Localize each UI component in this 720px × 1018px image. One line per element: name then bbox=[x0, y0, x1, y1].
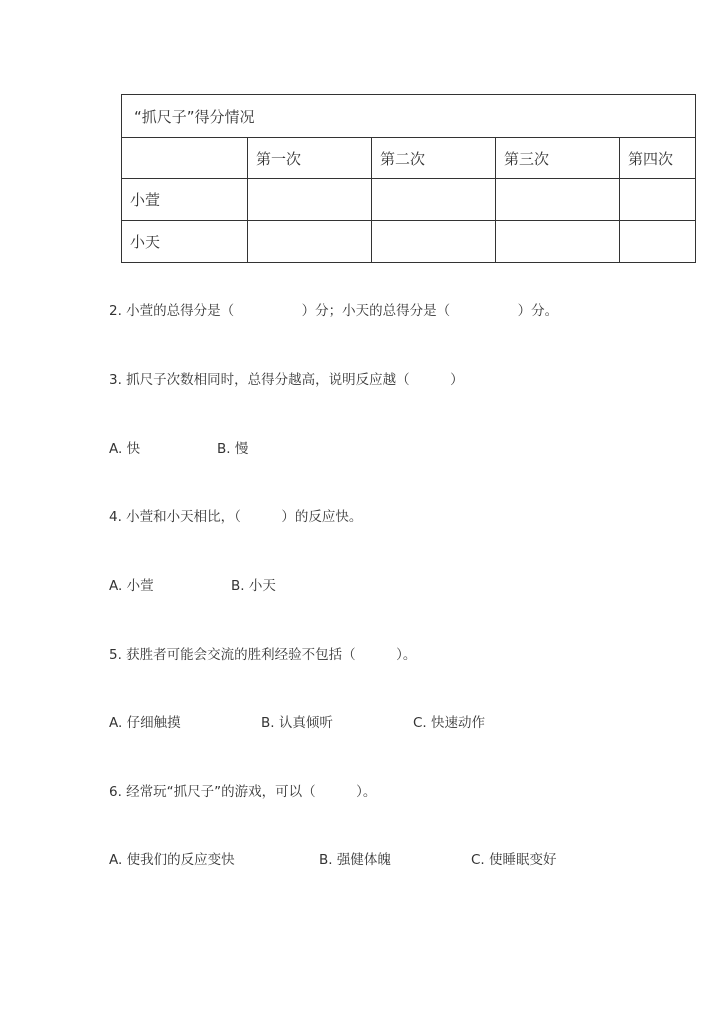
question-5: 5. 获胜者可能会交流的胜利经验不包括（ ）。 bbox=[109, 647, 417, 663]
question-5-option-c: C. 快速动作 bbox=[413, 715, 486, 731]
table-header-row bbox=[122, 138, 696, 179]
header-cell-blank bbox=[122, 138, 248, 179]
header-cell-round-2: 第二次 bbox=[372, 138, 496, 179]
question-4-option-a: A. 小萱 bbox=[109, 578, 154, 594]
question-3-option-b: B. 慢 bbox=[217, 441, 249, 457]
score-cell bbox=[372, 221, 496, 263]
row-name-cell: 小天 bbox=[122, 221, 248, 263]
row-name-cell: 小萱 bbox=[122, 179, 248, 221]
table-row bbox=[122, 179, 696, 221]
question-6-option-b: B. 强健体魄 bbox=[319, 852, 391, 868]
score-cell bbox=[372, 179, 496, 221]
question-6-option-c: C. 使睡眠变好 bbox=[471, 852, 557, 868]
header-cell-round-1: 第一次 bbox=[248, 138, 372, 179]
score-cell bbox=[496, 179, 620, 221]
score-cell bbox=[248, 179, 372, 221]
table-title: “抓尺子”得分情况 bbox=[122, 95, 696, 138]
score-cell bbox=[496, 221, 620, 263]
question-5-option-b: B. 认真倾听 bbox=[261, 715, 333, 731]
score-cell bbox=[248, 221, 372, 263]
question-3-option-a: A. 快 bbox=[109, 441, 141, 457]
question-6: 6. 经常玩“抓尺子”的游戏，可以（ ）。 bbox=[109, 784, 377, 800]
question-5-option-a: A. 仔细触摸 bbox=[109, 715, 181, 731]
question-6-option-a: A. 使我们的反应变快 bbox=[109, 852, 235, 868]
question-4: 4. 小萱和小天相比，（ ）的反应快。 bbox=[109, 509, 363, 525]
header-cell-round-4: 第四次 bbox=[620, 138, 696, 179]
header-cell-round-3: 第三次 bbox=[496, 138, 620, 179]
question-4-option-b: B. 小天 bbox=[231, 578, 276, 594]
score-cell bbox=[620, 221, 696, 263]
question-3: 3. 抓尺子次数相同时，总得分越高，说明反应越（ ） bbox=[109, 372, 464, 388]
score-cell bbox=[620, 179, 696, 221]
table-row bbox=[122, 221, 696, 263]
score-table bbox=[121, 94, 696, 263]
question-2: 2. 小萱的总得分是（ ）分；小天的总得分是（ ）分。 bbox=[109, 303, 559, 319]
